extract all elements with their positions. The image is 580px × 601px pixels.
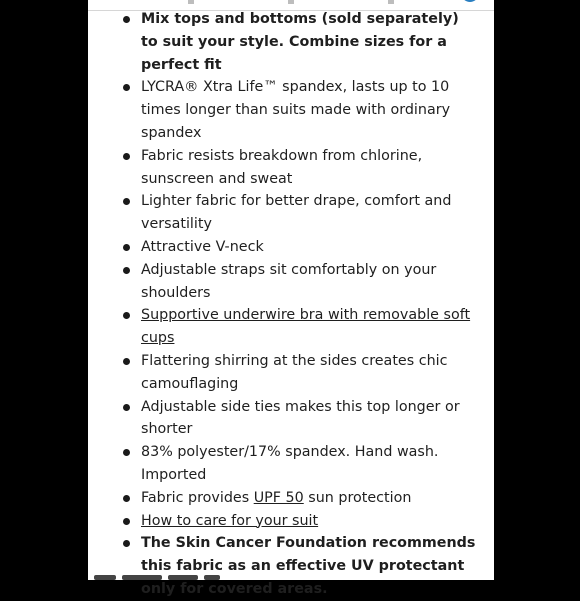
feature-item	[121, 190, 479, 236]
feature-text: Lighter fabric for better drape, comfort and versatility	[141, 193, 452, 233]
bullet-dot-icon	[123, 449, 130, 456]
bullet-dot-icon	[123, 244, 130, 251]
feature-item	[121, 8, 479, 76]
product-description-panel	[88, 0, 494, 597]
feature-text: Fabric resists breakdown from chlorine, sunscreen and sweat	[141, 147, 423, 187]
feature-item[interactable]	[121, 510, 479, 533]
bullet-dot-icon	[123, 358, 130, 365]
bullet-dot-icon	[123, 404, 130, 411]
feature-item	[121, 259, 479, 305]
feature-item	[121, 145, 479, 191]
chat-bubble-icon[interactable]	[458, 0, 482, 6]
feature-text: Attractive V-neck	[141, 238, 264, 255]
bullet-dot-icon	[123, 198, 130, 205]
feature-bullet-list	[121, 8, 479, 601]
feature-text: Fabric provides	[141, 489, 254, 506]
cropped-text-fragment	[288, 0, 294, 4]
feature-item	[121, 76, 479, 144]
feature-text: sun protection	[303, 489, 412, 506]
cropped-text-fragment	[188, 0, 194, 4]
feature-item	[121, 487, 479, 510]
feature-item	[121, 350, 479, 396]
feature-item[interactable]	[121, 304, 479, 350]
cropped-bottom-text	[88, 572, 494, 580]
feature-item	[121, 396, 479, 442]
feature-text: 83% polyester/17% spandex. Hand wash. Imported	[141, 444, 439, 483]
bullet-dot-icon	[123, 312, 130, 319]
feature-link[interactable]: How to care for your suit	[141, 512, 319, 529]
feature-link[interactable]: Supportive underwire bra with removable soft cups	[141, 307, 471, 347]
bullet-dot-icon	[123, 540, 130, 547]
feature-item	[121, 236, 479, 259]
feature-item	[121, 532, 479, 600]
feature-item	[121, 441, 479, 487]
bullet-dot-icon	[123, 495, 130, 502]
feature-text: The Skin Cancer Foundation recommends this fabric as an effective UV protectant only for covered areas.	[141, 535, 476, 597]
feature-text: Mix tops and bottoms (sold separately) to suit your style. Combine sizes for a perfect fit	[141, 11, 459, 73]
feature-text: Adjustable side ties makes this top longer or shorter	[141, 398, 460, 438]
bullet-dot-icon	[123, 84, 130, 91]
bullet-dot-icon	[123, 16, 130, 23]
feature-text: Adjustable straps sit comfortably on your shoulders	[141, 261, 437, 301]
bullet-dot-icon	[123, 518, 130, 525]
feature-text: Flattering shirring at the sides creates chic camouflaging	[141, 352, 448, 392]
bullet-dot-icon	[123, 153, 130, 160]
cropped-text-fragment	[388, 0, 394, 4]
upf-link[interactable]: UPF 50	[253, 489, 304, 506]
bullet-dot-icon	[123, 267, 130, 274]
feature-text: LYCRA® Xtra Life™ spandex, lasts up to 10 times longer than suits made with ordinary spandex	[141, 79, 451, 141]
